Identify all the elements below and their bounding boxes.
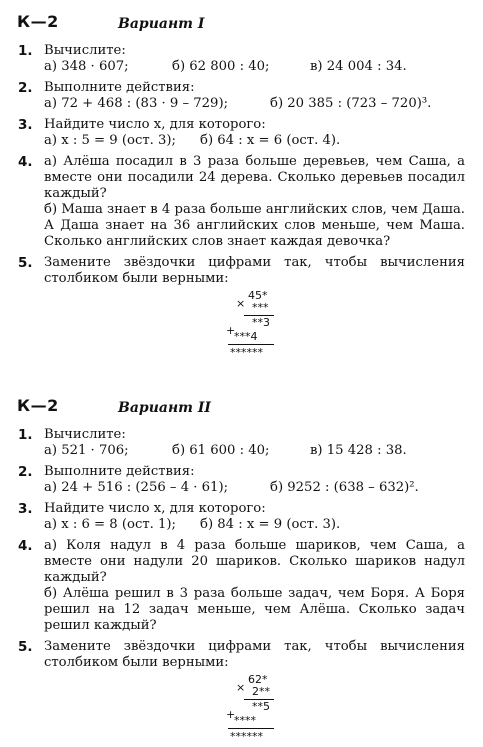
divider-line (228, 728, 274, 729)
item-b: б) 61 600 : 40; (172, 443, 270, 458)
variant-1-section (0, 14, 483, 363)
variant-title: Вариант I (118, 16, 205, 32)
task-number: 3. (18, 117, 33, 133)
task-text: Выполните действия: (44, 464, 195, 479)
variant-2-section (0, 398, 483, 747)
task-4 (0, 538, 483, 634)
task-text: Найдите число x, для которого: (44, 501, 266, 516)
multiply-sign: × (236, 297, 246, 310)
partial-product-1: **3 (252, 316, 270, 329)
task-text: Замените звёздочки цифрами так, чтобы вычисления столбиком были верными: (44, 639, 465, 670)
task-number: 2. (18, 464, 33, 480)
partial-product-2: **** (234, 714, 256, 727)
multiplicand: 45* (248, 289, 268, 302)
problem-a: а) Коля надул в 4 раза больше шариков, чем Саша, а вместе они надули 20 шариков. Сколько шариков надул каждый? (44, 538, 465, 585)
item-b: б) 62 800 : 40; (172, 59, 270, 74)
item-c: в) 24 004 : 34. (310, 59, 407, 74)
plus-sign: + (226, 708, 236, 721)
task-number: 4. (18, 538, 33, 554)
partial-product-1: **5 (252, 700, 270, 713)
task-2 (0, 464, 483, 496)
multiplier: 2** (252, 685, 270, 698)
plus-sign: + (226, 324, 236, 337)
item-a: а) 521 · 706; (44, 443, 129, 458)
item-b: б) 64 : x = 6 (ост. 4). (200, 133, 341, 148)
problem-a: а) Алёша посадил в 3 раза больше деревьев, чем Саша, а вместе они посадили 24 дерева. Сколько деревьев посадил каждый? (44, 154, 465, 201)
variant-1-header (0, 14, 483, 38)
task-text: Замените звёздочки цифрами так, чтобы вычисления столбиком были верными: (44, 255, 465, 286)
task-number: 4. (18, 154, 33, 170)
task-2 (0, 80, 483, 112)
column-multiplication (222, 289, 292, 363)
item-b: б) 9252 : (638 – 632)². (270, 480, 419, 495)
variant-2-header (0, 398, 483, 422)
task-4 (0, 154, 483, 250)
item-b: б) 20 385 : (723 – 720)³. (270, 96, 432, 111)
partial-product-2: ***4 (234, 330, 258, 343)
task-number: 2. (18, 80, 33, 96)
item-a: а) x : 6 = 8 (ост. 1); (44, 517, 176, 532)
test-code: К—2 (17, 396, 59, 415)
task-5 (0, 255, 483, 363)
problem-b: б) Алёша решил в 3 раза больше задач, чем Боря. А Боря решил на 12 задач меньше, чем Алёша. Сколько задач решил каждый? (44, 586, 465, 633)
task-3 (0, 501, 483, 533)
item-c: в) 15 428 : 38. (310, 443, 407, 458)
task-1 (0, 43, 483, 75)
multiply-sign: × (236, 681, 246, 694)
task-number: 3. (18, 501, 33, 517)
column-multiplication (222, 673, 292, 747)
multiplier: *** (252, 301, 269, 314)
task-number: 1. (18, 43, 33, 59)
divider-line (228, 344, 274, 345)
task-3 (0, 117, 483, 149)
item-a: а) x : 5 = 9 (ост. 3); (44, 133, 176, 148)
product: ****** (230, 730, 263, 743)
item-a: а) 348 · 607; (44, 59, 129, 74)
item-b: б) 84 : x = 9 (ост. 3). (200, 517, 341, 532)
item-a: а) 72 + 468 : (83 · 9 – 729); (44, 96, 229, 111)
multiplicand: 62* (248, 673, 268, 686)
test-code: К—2 (17, 12, 59, 31)
variant-title: Вариант II (118, 400, 211, 416)
task-number: 5. (18, 255, 33, 271)
problem-b: б) Маша знает в 4 раза больше английских слов, чем Даша. А Даша знает на 36 английских слов меньше, чем Маша. Сколько английских слов знает каждая девочка? (44, 202, 465, 249)
task-text: Выполните действия: (44, 80, 195, 95)
product: ****** (230, 346, 263, 359)
task-text: Вычислите: (44, 427, 126, 442)
task-5 (0, 639, 483, 747)
task-text: Найдите число x, для которого: (44, 117, 266, 132)
item-a: а) 24 + 516 : (256 – 4 · 61); (44, 480, 229, 495)
task-number: 1. (18, 427, 33, 443)
task-1 (0, 427, 483, 459)
task-text: Вычислите: (44, 43, 126, 58)
task-number: 5. (18, 639, 33, 655)
